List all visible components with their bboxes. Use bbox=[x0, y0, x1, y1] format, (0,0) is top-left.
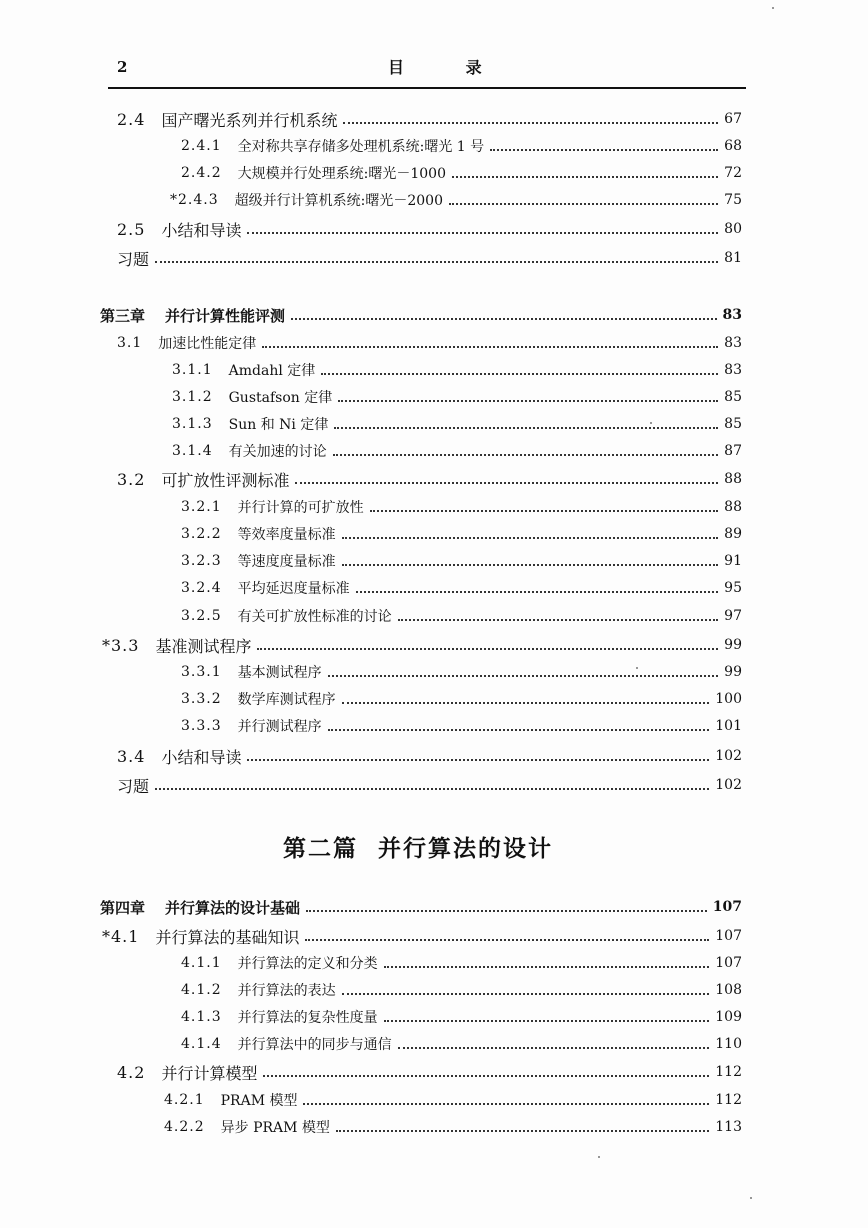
subsection-number: 4.2.2 bbox=[164, 1119, 205, 1135]
subsection-number: 4.1.2 bbox=[181, 982, 222, 998]
toc-entry-subsection[interactable] bbox=[181, 604, 742, 628]
toc-entry-section[interactable] bbox=[117, 331, 742, 355]
dot-leader bbox=[295, 482, 718, 484]
page-ref: 109 bbox=[715, 1009, 742, 1025]
subsection-title: 有关加速的讨论 bbox=[228, 444, 327, 460]
page-number: 2 bbox=[117, 58, 128, 76]
subsection-number: 3.3.1 bbox=[181, 664, 222, 680]
running-header-title: 目 录 bbox=[388, 58, 510, 77]
dot-leader bbox=[247, 232, 718, 234]
toc-entry-subsection[interactable] bbox=[172, 358, 742, 382]
toc-entry-subsection[interactable] bbox=[170, 188, 742, 212]
page-ref: 99 bbox=[724, 637, 742, 653]
subsection-title: Amdahl 定律 bbox=[228, 363, 316, 379]
dot-leader bbox=[155, 788, 709, 790]
page-ref: 80 bbox=[724, 221, 742, 237]
page-ref: 87 bbox=[724, 443, 742, 459]
dot-leader bbox=[370, 510, 719, 512]
subsection-number: 3.2.2 bbox=[181, 526, 222, 542]
page-ref: 88 bbox=[724, 471, 742, 487]
page-ref: 108 bbox=[715, 982, 742, 998]
page-ref: 97 bbox=[724, 608, 742, 624]
dot-leader bbox=[155, 261, 718, 263]
dot-leader bbox=[384, 1020, 710, 1022]
section-title: 基准测试程序 bbox=[155, 636, 252, 656]
page-ref: 91 bbox=[724, 553, 742, 569]
page-ref: 107 bbox=[715, 955, 742, 971]
page-ref: 112 bbox=[715, 1064, 742, 1080]
dot-leader bbox=[449, 203, 718, 205]
toc-entry-section[interactable] bbox=[102, 924, 742, 948]
dot-leader bbox=[343, 122, 718, 124]
toc-entry-section[interactable] bbox=[117, 467, 742, 491]
chapter-number: 第四章 bbox=[100, 898, 146, 917]
dot-leader bbox=[342, 702, 710, 704]
dot-leader bbox=[247, 759, 709, 761]
section-number: 4.2 bbox=[117, 1062, 146, 1082]
dot-leader bbox=[306, 910, 707, 912]
exercises-title: 习题 bbox=[117, 776, 150, 796]
subsection-number: 3.3.2 bbox=[181, 691, 222, 707]
dot-leader bbox=[263, 1075, 709, 1077]
toc-entry-subsection[interactable] bbox=[181, 714, 742, 738]
subsection-title: 全对称共享存储多处理机系统:曙光 1 号 bbox=[237, 139, 485, 155]
subsection-title: 异步 PRAM 模型 bbox=[220, 1120, 330, 1136]
toc-entry-subsection[interactable] bbox=[181, 495, 742, 519]
subsection-number: 4.1.4 bbox=[181, 1036, 222, 1052]
dot-leader bbox=[398, 1047, 710, 1049]
chapter-number: 第三章 bbox=[100, 306, 146, 325]
dot-leader bbox=[334, 427, 718, 429]
toc-entry-subsection[interactable] bbox=[181, 161, 742, 185]
subsection-number: 3.2.4 bbox=[181, 580, 222, 596]
dot-leader bbox=[384, 966, 710, 968]
subsection-number: 3.2.3 bbox=[181, 553, 222, 569]
subsection-number: 3.1.1 bbox=[172, 362, 213, 378]
subsection-title: 等速度度量标准 bbox=[237, 554, 336, 570]
subsection-title: 等效率度量标准 bbox=[237, 527, 336, 543]
toc-entry-exercises[interactable] bbox=[117, 246, 742, 270]
chapter-title: 并行计算性能评测 bbox=[165, 306, 286, 325]
part-title: 并行算法的设计 bbox=[378, 835, 553, 862]
dot-leader bbox=[291, 318, 716, 320]
subsection-number: 4.1.1 bbox=[181, 955, 222, 971]
toc-entry-subsection[interactable] bbox=[164, 1088, 742, 1112]
section-title: 并行计算模型 bbox=[161, 1063, 258, 1083]
page-ref: 85 bbox=[724, 416, 742, 432]
section-title: 加速比性能定律 bbox=[158, 336, 257, 352]
toc-entry-subsection[interactable] bbox=[181, 1005, 742, 1029]
section-title: 并行算法的基础知识 bbox=[155, 927, 300, 947]
dot-leader bbox=[336, 1130, 709, 1132]
dot-leader bbox=[356, 591, 719, 593]
dot-leader bbox=[398, 619, 719, 621]
page-ref: 107 bbox=[715, 928, 742, 944]
chapter-title: 并行算法的设计基础 bbox=[165, 898, 301, 917]
toc-entry-section[interactable] bbox=[102, 633, 742, 657]
page-ref: 85 bbox=[724, 389, 742, 405]
page-ref: 75 bbox=[724, 192, 742, 208]
toc-entry-chapter[interactable] bbox=[100, 895, 742, 919]
subsection-number: *2.4.3 bbox=[170, 192, 219, 208]
subsection-number: 3.3.3 bbox=[181, 718, 222, 734]
toc-entry-chapter[interactable] bbox=[100, 303, 742, 327]
subsection-title: 超级并行计算机系统:曙光－2000 bbox=[234, 193, 443, 209]
toc-entry-section[interactable] bbox=[117, 217, 742, 241]
toc-entry-subsection[interactable] bbox=[181, 522, 742, 546]
toc-entry-subsection[interactable] bbox=[181, 951, 742, 975]
subsection-number: 3.1.4 bbox=[172, 443, 213, 459]
subsection-title: 基本测试程序 bbox=[237, 665, 322, 681]
subsection-number: 2.4.1 bbox=[181, 138, 222, 154]
page-ref: 95 bbox=[724, 580, 742, 596]
toc-entry-subsection[interactable] bbox=[181, 687, 742, 711]
section-number: 2.4 bbox=[117, 109, 146, 129]
page-ref: 68 bbox=[724, 138, 742, 154]
scan-speck bbox=[598, 1156, 600, 1158]
subsection-title: PRAM 模型 bbox=[220, 1093, 298, 1109]
subsection-number: 4.1.3 bbox=[181, 1009, 222, 1025]
page-ref: 110 bbox=[715, 1036, 742, 1052]
section-number: 3.2 bbox=[117, 469, 146, 489]
toc-entry-section[interactable] bbox=[117, 1060, 742, 1084]
dot-leader bbox=[342, 564, 719, 566]
toc-entry-subsection[interactable] bbox=[172, 439, 742, 463]
subsection-number: 3.1.2 bbox=[172, 389, 213, 405]
page-ref: 107 bbox=[712, 899, 742, 915]
section-number: *4.1 bbox=[102, 926, 140, 946]
subsection-title: 并行测试程序 bbox=[237, 719, 322, 735]
page-ref: 100 bbox=[715, 691, 742, 707]
subsection-number: 3.2.5 bbox=[181, 608, 222, 624]
subsection-number: 3.1.3 bbox=[172, 416, 213, 432]
subsection-number: 4.2.1 bbox=[164, 1092, 205, 1108]
subsection-title: Sun 和 Ni 定律 bbox=[228, 417, 329, 433]
page-ref: 99 bbox=[724, 664, 742, 680]
subsection-title: 并行算法的复杂性度量 bbox=[237, 1010, 378, 1026]
toc-entry-subsection[interactable] bbox=[172, 385, 742, 409]
toc-entry-subsection[interactable] bbox=[181, 134, 742, 158]
subsection-number: 2.4.2 bbox=[181, 165, 222, 181]
scan-speck bbox=[650, 422, 652, 424]
page-ref: 101 bbox=[715, 718, 742, 734]
subsection-title: 有关可扩放性标准的讨论 bbox=[237, 609, 392, 625]
dot-leader bbox=[328, 675, 719, 677]
subsection-title: 并行算法中的同步与通信 bbox=[237, 1037, 392, 1053]
header-rule bbox=[108, 87, 746, 89]
subsection-title: 并行计算的可扩放性 bbox=[237, 500, 364, 516]
dot-leader bbox=[452, 176, 718, 178]
toc-entry-subsection[interactable] bbox=[181, 576, 742, 600]
dot-leader bbox=[305, 939, 709, 941]
page-ref: 81 bbox=[724, 250, 742, 266]
dot-leader bbox=[342, 537, 719, 539]
part-heading bbox=[283, 830, 553, 863]
subsection-title: 平均延迟度量标准 bbox=[237, 581, 350, 597]
subsection-title: 并行算法的定义和分类 bbox=[237, 956, 378, 972]
toc-entry-subsection[interactable] bbox=[181, 1032, 742, 1056]
toc-entry-subsection[interactable] bbox=[181, 660, 742, 684]
toc-entry-exercises[interactable] bbox=[117, 773, 742, 797]
section-title: 小结和导读 bbox=[161, 220, 242, 240]
toc-entry-section[interactable] bbox=[117, 744, 742, 768]
section-number: 2.5 bbox=[117, 219, 146, 239]
toc-entry-section[interactable] bbox=[117, 107, 742, 131]
section-title: 国产曙光系列并行机系统 bbox=[161, 110, 338, 130]
scan-speck bbox=[772, 7, 774, 9]
subsection-title: 数学库测试程序 bbox=[237, 692, 336, 708]
section-title: 可扩放性评测标准 bbox=[161, 470, 290, 490]
scan-speck bbox=[636, 667, 638, 669]
page-ref: 102 bbox=[715, 777, 742, 793]
dot-leader bbox=[338, 400, 718, 402]
section-title: 小结和导读 bbox=[161, 747, 242, 767]
page-ref: 83 bbox=[724, 335, 742, 351]
page-ref: 83 bbox=[724, 362, 742, 378]
subsection-title: Gustafson 定律 bbox=[228, 390, 333, 406]
toc-entry-subsection[interactable] bbox=[181, 549, 742, 573]
page-ref: 113 bbox=[715, 1119, 742, 1135]
dot-leader bbox=[328, 729, 710, 731]
scan-speck bbox=[750, 1197, 752, 1199]
dot-leader bbox=[490, 149, 718, 151]
dot-leader bbox=[262, 346, 718, 348]
page-ref: 83 bbox=[722, 307, 742, 323]
page-ref: 88 bbox=[724, 499, 742, 515]
section-number: 3.4 bbox=[117, 746, 146, 766]
section-number: 3.1 bbox=[117, 335, 143, 351]
subsection-title: 大规模并行处理系统:曙光－1000 bbox=[237, 166, 446, 182]
subsection-title: 并行算法的表达 bbox=[237, 983, 336, 999]
dot-leader bbox=[303, 1103, 709, 1105]
page-ref: 89 bbox=[724, 526, 742, 542]
page-ref: 72 bbox=[724, 165, 742, 181]
subsection-number: 3.2.1 bbox=[181, 499, 222, 515]
page-ref: 112 bbox=[715, 1092, 742, 1108]
exercises-title: 习题 bbox=[117, 249, 150, 269]
toc-entry-subsection[interactable] bbox=[172, 412, 742, 436]
page-ref: 67 bbox=[724, 111, 742, 127]
part-label: 第二篇 bbox=[283, 835, 358, 862]
toc-entry-subsection[interactable] bbox=[181, 978, 742, 1002]
dot-leader bbox=[333, 454, 719, 456]
dot-leader bbox=[342, 993, 710, 995]
section-number: *3.3 bbox=[102, 635, 140, 655]
dot-leader bbox=[321, 373, 718, 375]
dot-leader bbox=[257, 648, 718, 650]
toc-entry-subsection[interactable] bbox=[164, 1115, 742, 1139]
page-ref: 102 bbox=[715, 748, 742, 764]
